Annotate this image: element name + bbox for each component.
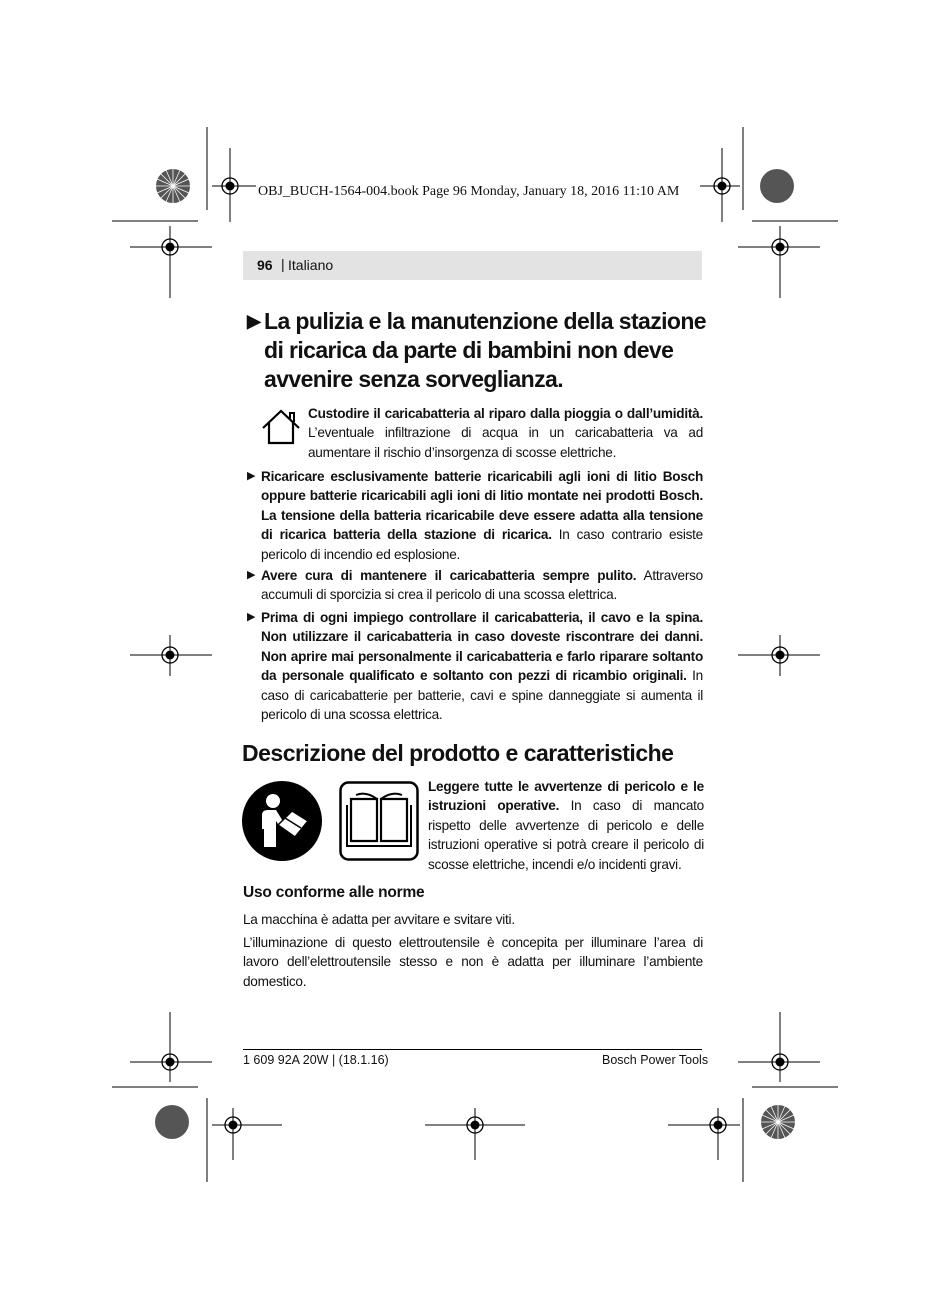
triangle-right-icon: ▶ [247,611,256,623]
paragraph: L’illuminazione di questo elettroutensile è concepita per illuminare l’area di lavoro dell’elettroutensile stesso e non è adatta per illuminare l’ambiente domestico. [243,935,703,989]
big-warning [247,307,707,394]
bullet-text [261,467,703,564]
triangle-right-icon: ▶ [247,311,261,331]
bullet-text [261,566,703,605]
page-number: 96 [257,257,273,273]
section-title: Descrizione del prodotto e caratteristiche [242,740,674,766]
bullet-normal: In caso di caricabatterie per batterie, cavi e spine danneggiate si aumenta il pericolo di una scossa elettrica. [261,668,703,723]
bullet-bold: Prima di ogni impiego controllare il caricabatteria, il cavo e la spina. Non utilizzare il caricabatteria in caso doveste riscontrare dei danni. Non aprire mai personalmente il caricabatteria e farlo riparare soltanto da personale qualificato e soltanto con pezzi di ricambio originali. [261,610,703,684]
manual-note [428,777,704,874]
manual-note-normal: In caso di mancato rispetto delle avvertenze di pericolo e delle istruzioni operative si potrà creare il pericolo di scosse elettriche, incendi e/o incidenti gravi. [428,798,704,872]
page-header [243,251,702,280]
paragraph: La macchina è adatta per avvitare e svitare viti. [243,912,515,927]
house-note-normal: L’eventuale infiltrazione di acqua in un caricabatteria va ad aumentare il rischio d’insorgenza di scosse elettriche. [308,425,703,460]
manual-note-bold: Leggere tutte le avvertenze di pericolo e le istruzioni operative. [428,779,704,814]
bullet-normal: Attraverso accumuli di sporcizia si crea il pericolo di una scossa elettrica. [261,568,703,603]
triangle-right-icon: ▶ [247,569,256,581]
bullet-item [247,566,703,605]
triangle-right-icon: ▶ [247,470,256,482]
house-note [308,404,703,462]
bullet-normal: In caso contrario esiste pericolo di incendio ed esplosione. [261,527,703,562]
footer-rule [243,1049,702,1050]
bullet-item [247,467,703,564]
house-icon [260,408,302,446]
subheading: Uso conforme alle norme [243,884,425,901]
header-separator: | [281,256,285,272]
footer-doc-id: 1 609 92A 20W | (18.1.16) [243,1053,389,1067]
bullet-text [261,608,703,724]
open-book-icon [339,781,419,861]
big-warning-text: La pulizia e la manutenzione della stazione di ricarica da parte di bambini non deve avvenire senza sorveglianza. [264,308,706,392]
header-language: Italiano [288,257,334,273]
house-note-bold: Custodire il caricabatteria al riparo dalla pioggia o dall’umidità. [308,406,703,421]
bullet-item [247,608,703,724]
bullet-bold: Ricaricare esclusivamente batterie ricaricabili agli ioni di litio Bosch oppure batterie ricaricabili agli ioni di litio montate nei prodotti Bosch. La tensione della batteria ricaricabile deve essere adatta alla tensione di ricarica batteria della stazione di ricarica. [261,469,703,543]
footer-brand: Bosch Power Tools [602,1053,709,1067]
print-header: OBJ_BUCH-1564-004.book Page 96 Monday, January 18, 2016 11:10 AM [258,184,680,199]
bullet-bold: Avere cura di mantenere il caricabatteria sempre pulito. [261,568,637,583]
read-manual-person-icon [242,781,322,861]
